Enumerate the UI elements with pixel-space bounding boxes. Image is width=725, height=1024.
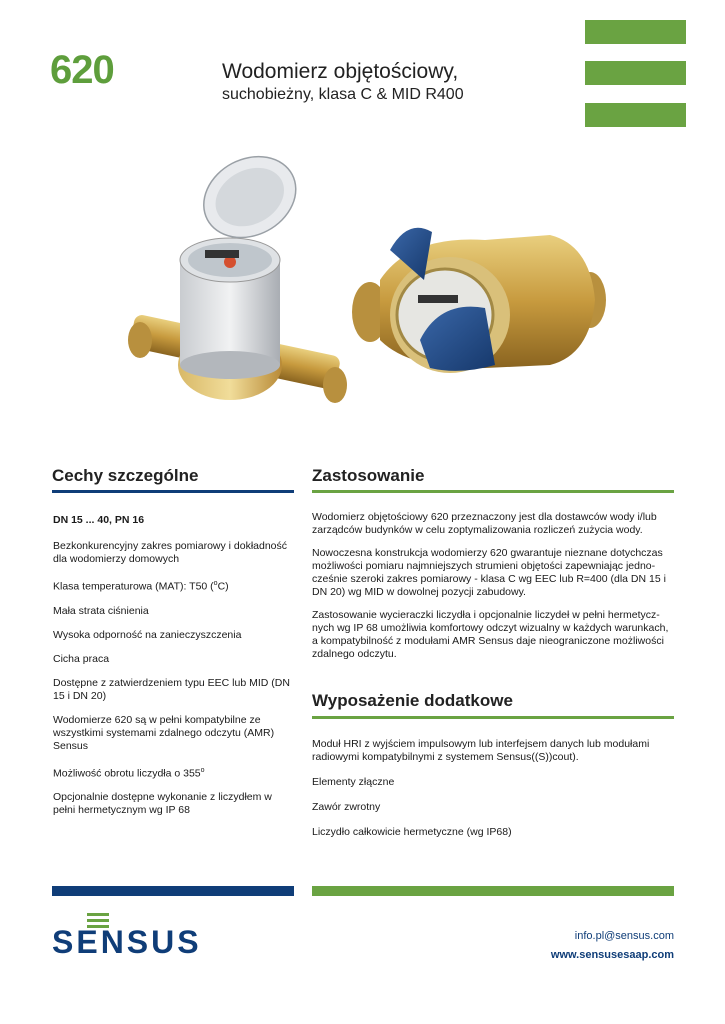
feature-item: Klasa temperaturowa (MAT): T50 ($^o$C) xyxy=(53,580,229,593)
water-meter-horizontal-image xyxy=(352,228,606,373)
feature-item: Opcjonalnie dostępne wykonanie z liczydłem w pełni hermetycznym wg IP 68 xyxy=(53,791,272,816)
feature-item: Mała strata ciśnienia xyxy=(53,604,149,617)
contact-email[interactable]: info.pl@sensus.com xyxy=(574,930,674,942)
accessory-item: Elementy złączne xyxy=(312,776,395,788)
feature-item: Dostępne z zatwierdzeniem typu EEC lub MID (DN 15 i DN 20) xyxy=(53,676,290,702)
page-subtitle: suchobieżny, klasa C & MID R400 xyxy=(222,86,464,103)
application-rule xyxy=(312,490,674,493)
accessories-list xyxy=(312,738,674,849)
footer-blue-bar xyxy=(52,886,294,896)
product-photo xyxy=(90,140,610,440)
decorative-green-bar-2 xyxy=(585,61,686,85)
contact-website[interactable]: www.sensusesaap.com xyxy=(550,949,674,961)
accessories-heading: Wyposażenie dodatkowe xyxy=(312,691,513,710)
feature-item: Bezkonkurencyjny zakres pomiarowy i dokładność dla wodomierzy domowych xyxy=(53,540,288,565)
accessories-rule xyxy=(312,716,674,719)
decorative-green-bar-1 xyxy=(585,20,686,44)
feature-item: Wysoka odporność na zanieczyszczenia xyxy=(53,628,242,641)
accessory-item: Liczydło całkowicie hermetyczne (wg IP68) xyxy=(312,826,512,838)
feature-item: DN 15 ... 40, PN 16 xyxy=(53,514,145,526)
application-paragraph: Nowoczesna konstrukcja wodomierzy 620 gwarantuje nieznane dotychczas możliwości pomiaru najmniejszych strumieni objętości zapewniając jedno-cześnie szeroki zakres pomiarowy - klasa C wg EEC lub R=400 (dla DN 15 i DN 20) wg MID w dowolnej pozycji zabudowy. xyxy=(312,547,666,598)
application-text xyxy=(312,511,674,671)
model-number: 620 xyxy=(50,48,114,92)
feature-item: Wodomierze 620 są w pełni kompatybilne ze wszystkimi systemami zdalnego odczytu (AMR) Sensus xyxy=(53,713,275,752)
sensus-logo-text: SENSUS xyxy=(52,924,202,960)
application-heading: Zastosowanie xyxy=(312,466,425,485)
application-paragraph: Wodomierz objętościowy 620 przeznaczony jest dla dostawców wody i/lub zarządców budynków w celu zoptymalizowania rozliczeń zużycia wody. xyxy=(312,511,657,536)
features-rule xyxy=(52,490,294,493)
footer-green-bar xyxy=(312,886,674,896)
feature-item: Możliwość obrotu liczydła o 355$^o$ xyxy=(53,766,205,779)
features-list xyxy=(53,514,293,828)
accessory-item: Zawór zwrotny xyxy=(312,801,381,813)
decorative-green-bar-3 xyxy=(585,103,686,127)
accessory-item: Moduł HRI z wyjściem impulsowym lub interfejsem danych lub modułami radiowymi kompatybilnymi z systemem Sensus((S))cout). xyxy=(312,738,650,763)
feature-item: Cicha praca xyxy=(53,652,110,665)
water-meter-upright-image xyxy=(128,141,347,403)
page-title: Wodomierz objętościowy, xyxy=(222,60,459,83)
application-paragraph: Zastosowanie wycieraczki liczydła i opcjonalnie liczydeł w pełni hermetycz-nych wg IP 68 umożliwia komfortowy odczyt wizualny w każdych warunkach, a kompatybilność z modułami AMR Sensus daje nieograniczone możliwości zdalnego odczytu. xyxy=(312,609,669,660)
features-heading: Cechy szczególne xyxy=(52,466,199,485)
